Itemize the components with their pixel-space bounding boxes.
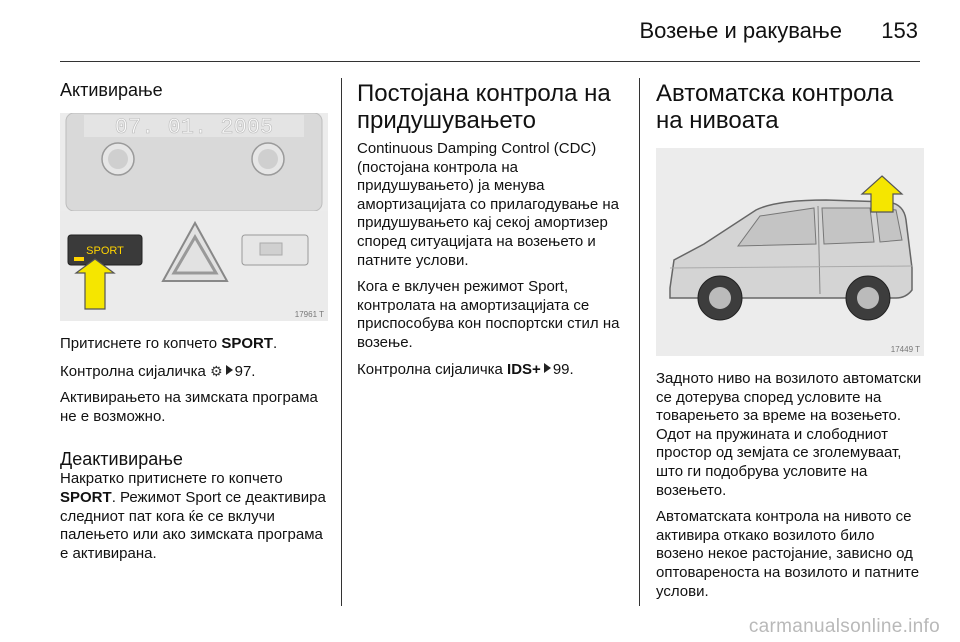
paragraph: Автоматската контрола на нивото се активира откако возилото било возено некое растојание, зависно од оптовареноста на возилото и патните услови.	[656, 508, 920, 600]
activation-heading: Активирање	[60, 80, 163, 100]
page-header	[60, 0, 920, 62]
watermark: carmanualsonline.info	[748, 616, 940, 637]
figure-code: 17961 T	[294, 310, 324, 319]
column-divider	[639, 78, 640, 606]
sport-button-label: SPORT	[86, 245, 124, 257]
paragraph: Контролна сијаличка IDS+ 99.	[357, 360, 574, 378]
column-level-control	[656, 80, 924, 601]
paragraph: Кога е вклучен режимот Sport, контролата на амортизацијата се приспособува кон поспортски стил на возење.	[357, 278, 620, 351]
figure-code: 17449 T	[890, 345, 920, 354]
gear-warning-icon: ⚙	[210, 362, 223, 379]
paragraph: Активирањето на зимската програма не е возможно.	[60, 389, 318, 425]
paragraph: Накратко притиснете го копчето SPORT. Режимот Sport се деактивира следниот пат кога ќе се вклучи палењето или ако зимската програма е активирана.	[60, 470, 326, 562]
column-divider	[341, 78, 342, 606]
cdc-heading: Постојана контрола на придушувањето	[357, 80, 611, 134]
car-figure	[656, 148, 924, 356]
sport-button-figure	[60, 113, 328, 321]
column-cdc	[357, 80, 623, 387]
clock-display-text: 07. 01. 2005	[114, 115, 274, 140]
triangle-right-icon	[544, 363, 551, 373]
chapter-title: Возење и ракување	[639, 18, 842, 43]
column-activation	[60, 80, 328, 571]
paragraph: Контролна сијаличка ⚙ 97.	[60, 362, 256, 380]
page-number: 153	[881, 18, 918, 43]
paragraph: Притиснете го копчето SPORT.	[60, 335, 278, 352]
car-illustration	[656, 148, 924, 356]
triangle-right-icon	[226, 365, 233, 375]
paragraph: Задното ниво на возилото автоматски се дотерува според условите на товарењето за време на возењето. Одот на пружината и слободниот простор од земјата се зголемуваат, што ги подобрува условите на возењето.	[656, 370, 922, 499]
level-control-heading: Автоматска контрола на нивоата	[656, 80, 894, 134]
paragraph: Continuous Damping Control (CDC) (постојана контрола на придушувањето) ја менува амортизацијата со прилагодување на придушувањето кај секој амортизер според ситуацијата на возењето и патните услови.	[357, 140, 619, 269]
deactivation-heading: Деактивирање	[60, 449, 183, 470]
dashboard-illustration	[60, 113, 328, 321]
